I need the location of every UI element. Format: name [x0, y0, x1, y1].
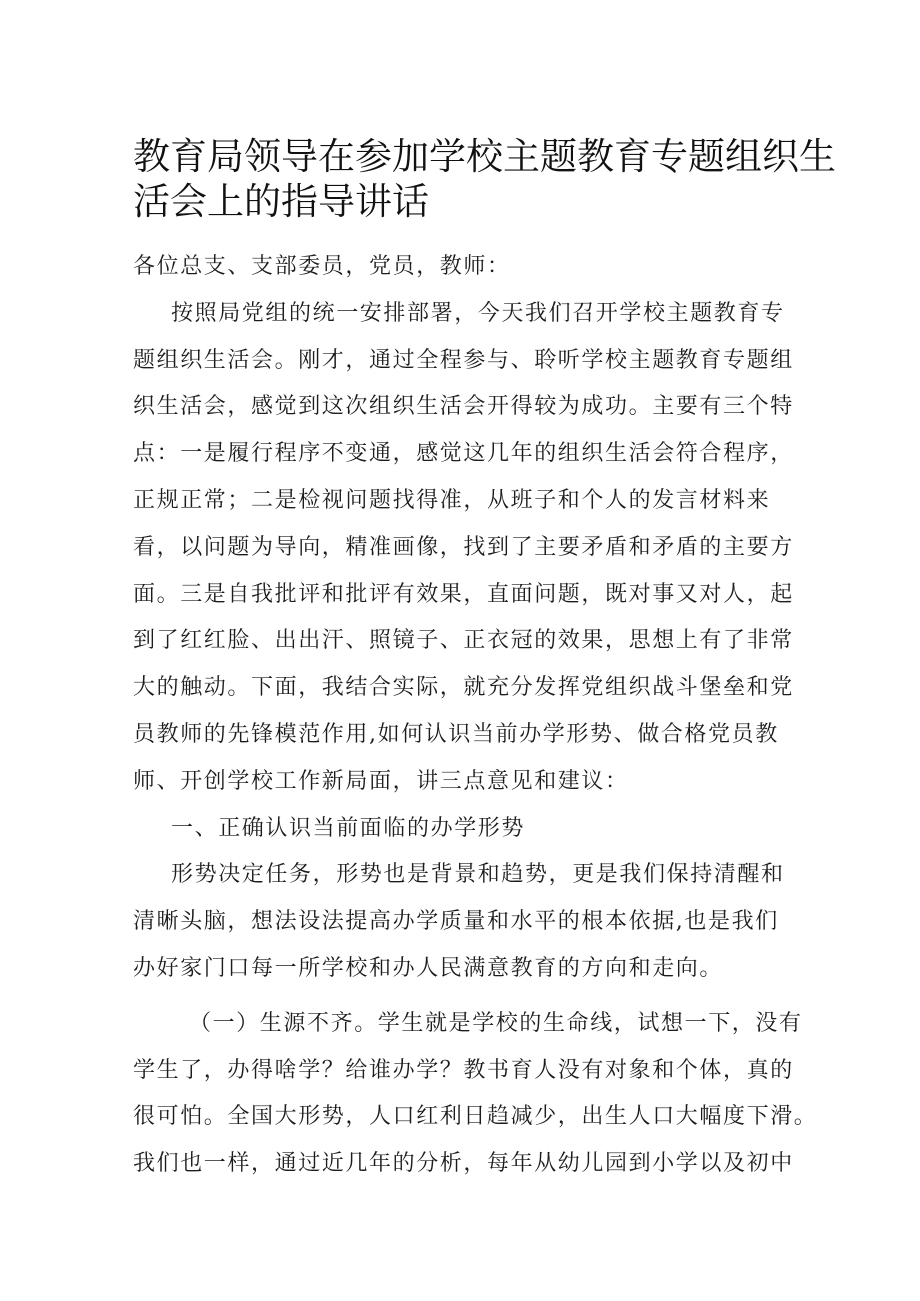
- document-title: [133, 134, 836, 224]
- paragraph-line: 清晰头脑，想法设法提高办学质量和水平的根本依据,也是我们: [133, 909, 779, 935]
- section-heading: 一、正确认识当前面临的办学形势: [171, 815, 526, 841]
- paragraph-situation: [133, 852, 813, 992]
- paragraph-line: 正规正常；二是检视问题找得准，从班子和个人的发言材料来: [133, 487, 771, 513]
- paragraph-line: 到了红红脸、出出汗、照镜子、正衣冠的效果，思想上有了非常: [133, 628, 794, 654]
- paragraph-line: 面。三是自我批评和批评有效果，直面问题，既对事又对人，起: [133, 581, 794, 607]
- paragraph-line: 织生活会，感觉到这次组织生活会开得较为成功。主要有三个特: [133, 394, 794, 420]
- paragraph-line: 点：一是履行程序不变通，感觉这几年的组织生活会符合程序，: [133, 441, 794, 467]
- paragraph-spacer: [133, 993, 813, 1001]
- paragraph-line: 形势决定任务，形势也是背景和趋势，更是我们保持清醒和: [171, 862, 785, 888]
- title-line: 活会上的指导讲话: [133, 180, 429, 223]
- paragraph-line: 学生了，办得啥学？给谁办学？教书育人没有对象和个体，真的: [133, 1057, 794, 1083]
- paragraph-opening: [133, 291, 813, 806]
- paragraph-line: 大的触动。下面，我结合实际，就充分发挥党组织战斗堡垒和党: [133, 675, 794, 701]
- paragraph-line: 办好家门口每一所学校和办人民满意教育的方向和走向。: [133, 955, 724, 981]
- paragraph-line: 师、开创学校工作新局面，讲三点意见和建议：: [133, 768, 629, 794]
- document-body: [133, 244, 818, 1188]
- title-line: 教育局领导在参加学校主题教育专题组织生: [133, 135, 836, 178]
- paragraph-line: 我们也一样，通过近几年的分析，每年从幼儿园到小学以及初中: [133, 1151, 794, 1177]
- paragraph-line: 看，以问题为导向，精准画像，找到了主要矛盾和矛盾的主要方: [133, 534, 794, 560]
- salutation: 各位总支、支部委员，党员，教师：: [133, 254, 511, 279]
- paragraph-line: 很可怕。全国大形势，人口红利日趋减少，出生人口大幅度下滑。: [133, 1104, 818, 1130]
- paragraph-enrollment: [133, 1001, 818, 1188]
- paragraph-line: 题组织生活会。刚才，通过全程参与、聆听学校主题教育专题组: [133, 347, 794, 373]
- paragraph-line: 按照局党组的统一安排部署，今天我们召开学校主题教育专: [171, 300, 785, 326]
- paragraph-line: （一）生源不齐。学生就是学校的生命线，试想一下，没有: [189, 1010, 803, 1036]
- paragraph-line: 员教师的先锋模范作用,如何认识当前办学形势、做合格党员教: [133, 721, 779, 747]
